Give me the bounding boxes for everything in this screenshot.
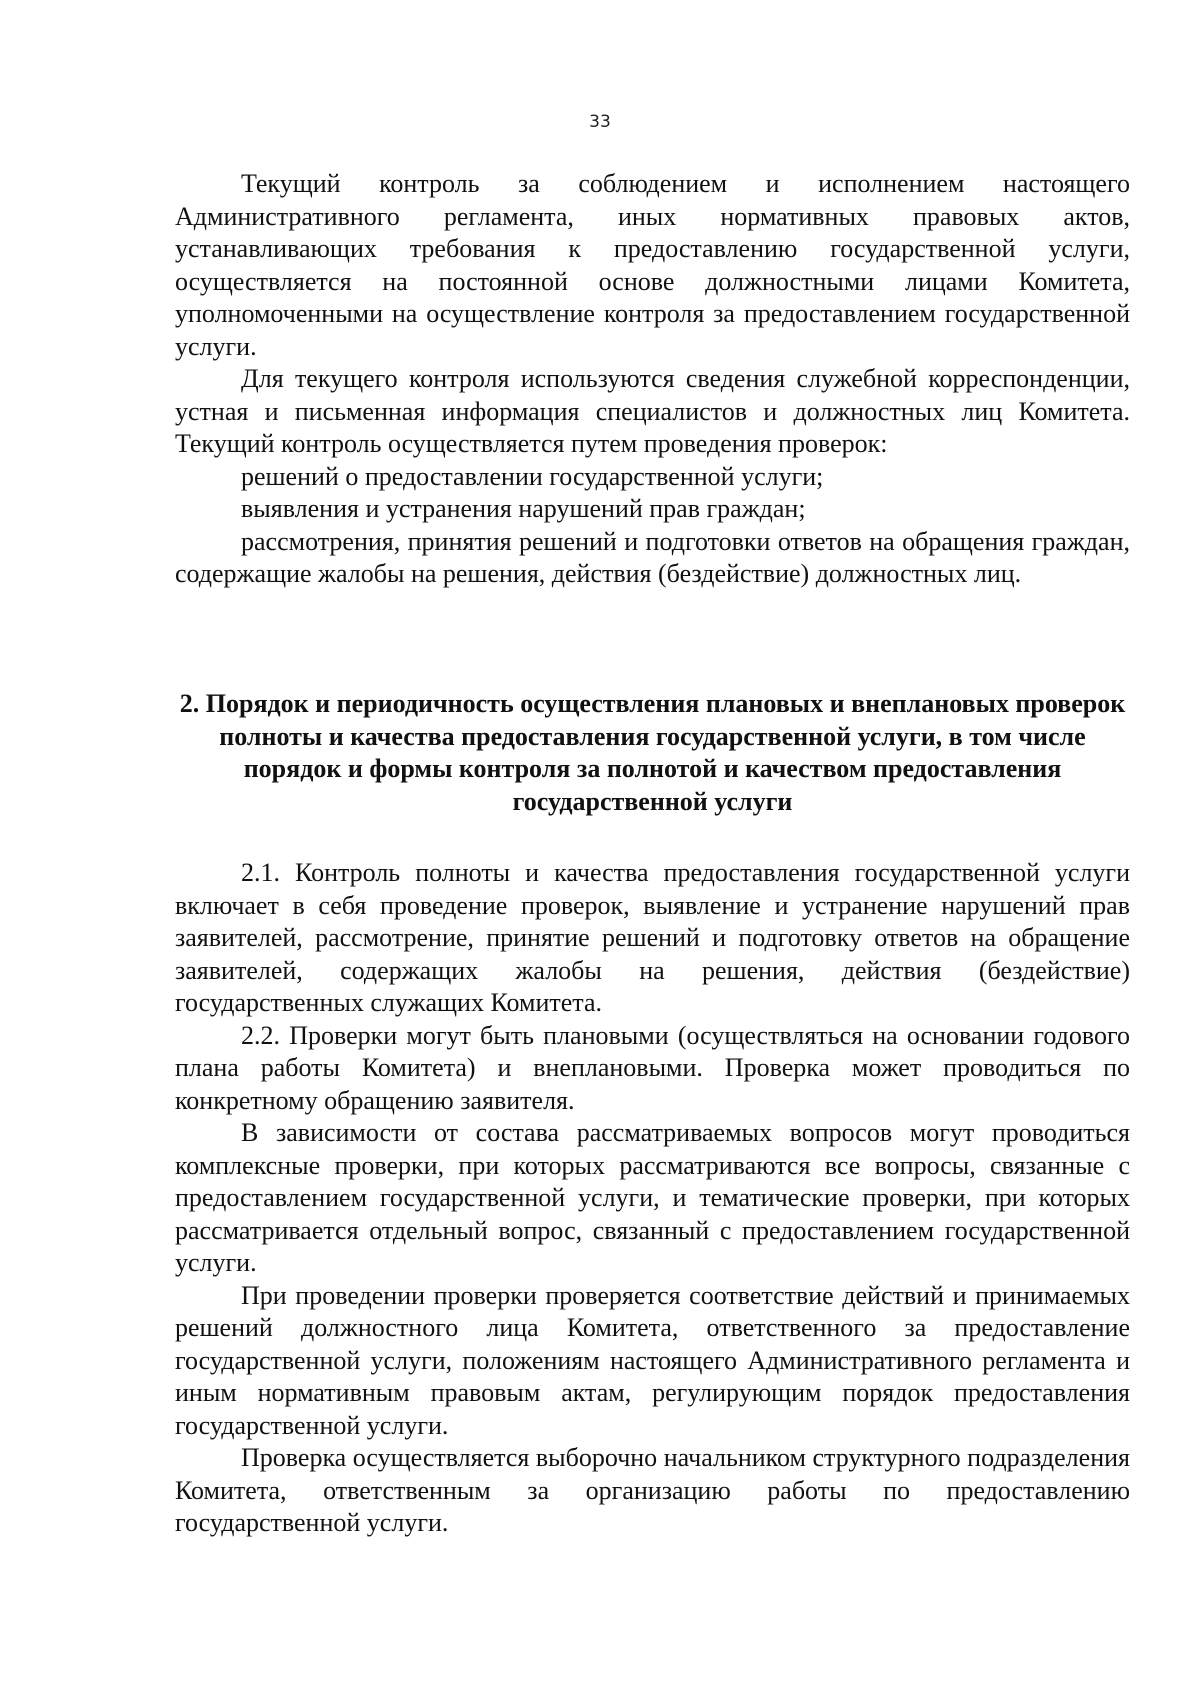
paragraph-complaints-review: рассмотрения, принятия решений и подготовки ответов на обращения граждан, содержащие жалобы на решения, действия (бездействие) должностных лиц. [175,526,1130,588]
section-heading: 2. Порядок и периодичность осуществления плановых и внеплановых проверок полноты и качества предоставления государственной услуги, в том числе порядок и формы контроля за полнотой и качеством предоставления государственной услуги [179,689,1126,816]
inspections-section [175,857,1130,1540]
list-item-violations: выявления и устранения нарушений прав граждан; [241,494,806,523]
paragraph-2-2: 2.2. Проверки могут быть плановыми (осуществляться на основании годового плана работы Комитета) и внеплановыми. Проверка может проводиться по конкретному обращению заявителя. [175,1020,1130,1115]
list-item-decisions: решений о предоставлении государственной услуги; [241,461,824,491]
paragraph-inspection-types: В зависимости от состава рассматриваемых вопросов могут проводиться комплексные проверки, при которых рассматриваются все вопросы, связанные с предоставлением государственной услуги, и тематические проверки, при которых рассматривается отдельный вопрос, связанный с предоставлением государственной услуги. [175,1118,1130,1277]
page-number: 33 [589,112,611,132]
paragraph-current-control: Текущий контроль за соблюдением и исполнением настоящего Административного регламента, иных нормативных правовых актов, устанавливающих требования к предоставлению государственной услуги, осуществляется на постоянной основе должностными лицами Комитета, уполномоченными на осуществление контроля за предоставлением государственной услуги. [175,169,1130,361]
current-control-section [175,168,1130,591]
paragraph-inspection-performer: Проверка осуществляется выборочно начальником структурного подразделения Комитета, ответственным за организацию работы по предоставлению государственной услуги. [175,1443,1130,1537]
paragraph-2-1: 2.1. Контроль полноты и качества предоставления государственной услуги включает в себя проведение проверок, выявление и устранение нарушений прав заявителей, рассмотрение, принятие решений и подготовку ответов на обращение заявителей, содержащих жалобы на решения, действия (бездействие) государственных служащих Комитета. [175,858,1130,1017]
paragraph-control-sources: Для текущего контроля используются сведения служебной корреспонденции, устная и письменная информация специалистов и должностных лиц Комитета. Текущий контроль осуществляется путем проведения проверок: [175,364,1130,458]
paragraph-inspection-scope: При проведении проверки проверяется соответствие действий и принимаемых решений должностного лица Комитета, ответственного за предоставление государственной услуги, положениям настоящего Административного регламента и иным нормативным правовым актам, регулирующим порядок предоставления государственной услуги. [175,1280,1130,1440]
